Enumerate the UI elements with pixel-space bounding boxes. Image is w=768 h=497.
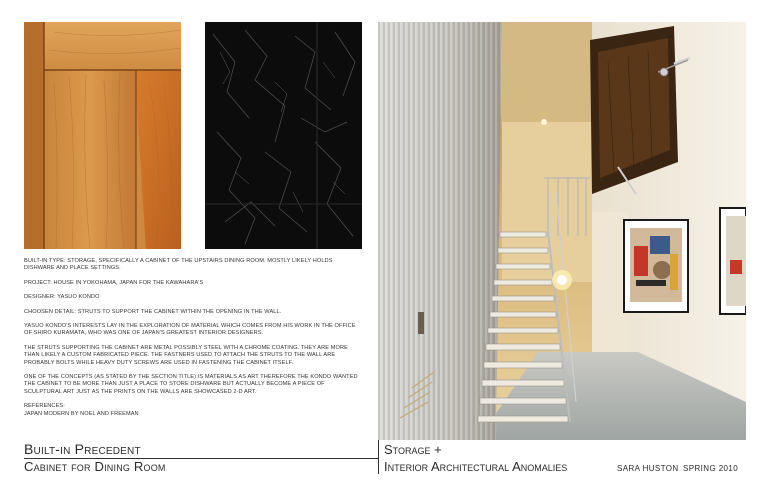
title-divider — [378, 440, 379, 474]
section-title: Storage + — [384, 442, 442, 457]
interior-stair-graphic — [378, 22, 746, 440]
wood-material-graphic — [24, 22, 181, 249]
chrome-material-graphic — [205, 22, 362, 249]
references-label: REFERENCES: — [24, 403, 65, 410]
interior-stair-photo — [378, 22, 746, 440]
wall-artwork — [624, 220, 688, 312]
wall-artwork-2 — [720, 208, 746, 314]
board-title: Built-in Precedent — [24, 441, 141, 457]
author-name: SARA HUSTON — [617, 464, 679, 473]
board-subtitle: Cabinet for Dining Room — [24, 459, 166, 474]
term-label: SPRING 2010 — [683, 464, 739, 473]
references — [24, 403, 364, 418]
designer-paragraph: DESIGNER: YASUO KONDO — [24, 294, 100, 301]
concept-paragraph: ONE OF THE CONCEPTS (AS STATED BY THE SECTION TITLE) IS MATERIALS AS ART THEREFORE THE KONDO WANTED THE CABINET TO BE MORE THAN JUST A PLACE TO STORE DISHWARE BUT ACTUALLY BECOME A PIECE OF SCULPTURAL ART JUST AS THE PRINTS ON THE WALLS ARE SHOWCASED 2-D ART. — [24, 374, 358, 395]
struts-paragraph: THE STRUTS SUPPORTING THE CABINET ARE METAL POSSIBLY STEEL WITH A CHROME COATING. THEY ARE MORE THAN LIKELY A CUSTOM FABRICATED PIECE. THE FASTNERS USED TO ATTACH THE STRUTS TO THE WALL ARE PROBABLY BOLTS WHILE HEAVY DUTY SCREWS ARE USED IN FASTENING THE CABINET ITSELF. — [24, 344, 348, 366]
chosen-detail-paragraph: CHOOSEN DETAIL: STRUTS TO SUPPORT THE CABINET WITHIN THE OPENING IN THE WALL. — [24, 308, 282, 315]
chrome-material-photo — [205, 22, 362, 249]
section-subtitle: Interior Architectural Anomalies — [384, 459, 568, 474]
wood-material-photo — [24, 22, 181, 249]
references-value: JAPAN MODERN BY NOEL AND FREEMAN — [24, 410, 139, 417]
built-in-type-paragraph: BUILT-IN TYPE: STORAGE, SPECIFICALLY A CABINET OF THE UPSTAIRS DINING ROOM. MOSTLY LIKELY HOLDS DISHWARE AND PLACE SETTINGS. — [24, 258, 333, 272]
project-paragraph: PROJECT: HOUSE IN YOKOHAMA, JAPAN FOR THE KAWAHARA'S — [24, 279, 204, 286]
designer-background-paragraph: YASUO KONDO'S INTERESTS LAY IN THE EXPLORATION OF MATERIAL WHICH COMES FROM HIS WORK IN THE OFFICE OF SHIRO KURAMATA, WHO WAS ONE OF JAPAN'S GREATEST INTERIOR DESIGNERS. — [24, 323, 356, 337]
description-text — [24, 258, 364, 418]
